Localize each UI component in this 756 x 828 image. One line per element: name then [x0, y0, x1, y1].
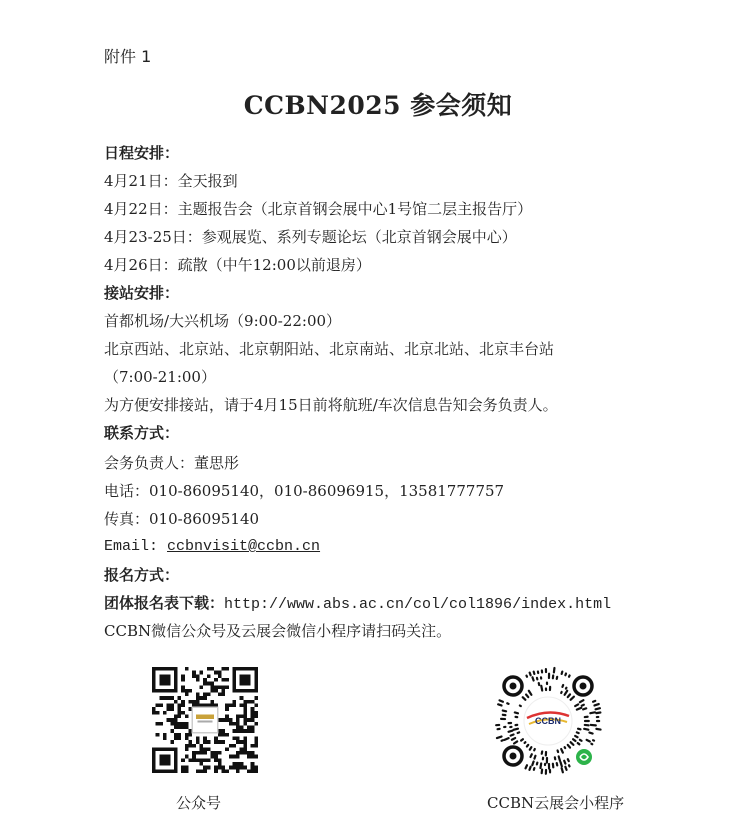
mini-program-qr-code	[491, 664, 605, 778]
download-url-link[interactable]: http://www.abs.ac.cn/col/col1896/index.html	[224, 596, 612, 613]
wechat-account-qr-code	[152, 667, 258, 773]
pickup-item: 北京西站、北京站、北京朝阳站、北京南站、北京北站、北京丰台站	[104, 340, 555, 358]
pickup-heading: 接站安排：	[104, 284, 180, 302]
email-link[interactable]: ccbnvisit@ccbn.cn	[167, 538, 321, 555]
qr-center-logo-text: CCBN	[535, 716, 561, 726]
schedule-heading: 日程安排：	[104, 144, 180, 162]
email-label: Email:	[104, 538, 168, 555]
contact-email-row	[104, 536, 320, 555]
qr-label-mini-program: CCBN云展会小程序	[487, 794, 625, 812]
document-title: CCBN2025 参会须知	[243, 91, 513, 120]
annex-label: 附件 1	[104, 47, 152, 66]
pickup-item: 为方便安排接站，请于4月15日前将航班/车次信息告知会务负责人。	[104, 396, 558, 414]
contact-fax: 传真：010-86095140	[104, 510, 260, 528]
schedule-item: 4月22日：主题报告会（北京首钢会展中心1号馆二层主报告厅）	[104, 200, 533, 218]
pickup-item: （7:00-21:00）	[104, 368, 216, 386]
qr-label-official-account: 公众号	[176, 794, 222, 812]
schedule-item: 4月21日：全天报到	[104, 172, 238, 190]
contact-person: 会务负责人：董思彤	[104, 454, 240, 472]
download-label: 团体报名表下载：	[104, 594, 225, 612]
contact-phone: 电话：010-86095140，010-86096915，13581777757	[104, 482, 505, 500]
schedule-item: 4月26日：疏散（中午12:00以前退房）	[104, 256, 371, 274]
registration-heading: 报名方式：	[104, 566, 180, 584]
schedule-item: 4月23-25日：参观展览、系列专题论坛（北京首钢会展中心）	[104, 228, 517, 246]
contact-heading: 联系方式：	[104, 424, 180, 442]
registration-download-row	[104, 592, 611, 613]
registration-note: CCBN微信公众号及云展会微信小程序请扫码关注。	[104, 622, 452, 640]
pickup-item: 首都机场/大兴机场（9:00-22:00）	[104, 312, 342, 330]
